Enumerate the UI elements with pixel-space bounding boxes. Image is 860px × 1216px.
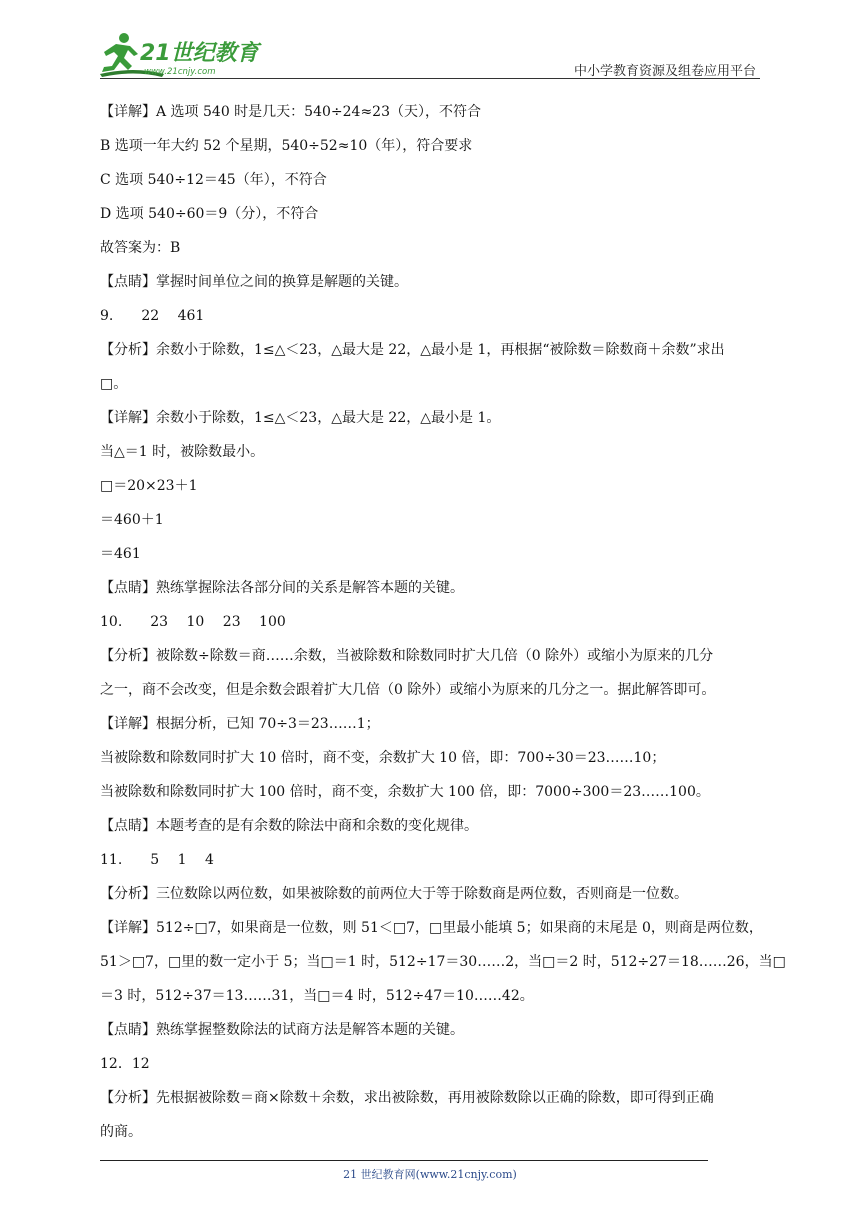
platform-title: 中小学教育资源及组卷应用平台 xyxy=(573,64,756,79)
text-line: D 选项 540÷60＝9（分），不符合 xyxy=(100,206,319,222)
text-line: 故答案为：B xyxy=(100,240,181,256)
text-line: 【详解】512÷□7，如果商是一位数，则 51＜□7，□里最小能填 5；如果商的末尾是 0，则商是两位数， xyxy=(100,920,763,936)
question-number-12: 12．12 xyxy=(100,1056,150,1072)
text-line: 【详解】余数小于除数，1≤△＜23，△最大是 22，△最小是 1。 xyxy=(100,410,501,426)
question-number-9: 9. 22 461 xyxy=(100,308,205,324)
question-number-11: 11. 5 1 4 xyxy=(100,852,214,868)
text-line: 【分析】被除数÷除数＝商……余数，当被除数和除数同时扩大几倍（0 除外）或缩小为原来的几分 xyxy=(100,648,714,664)
text-line: □＝20×23＋1 xyxy=(100,478,198,494)
text-line: 【详解】A 选项 540 时是几天：540÷24≈23（天），不符合 xyxy=(100,104,481,120)
text-line: 【点睛】熟练掌握整数除法的试商方法是解答本题的关键。 xyxy=(100,1022,464,1038)
text-line: 【点睛】熟练掌握除法各部分间的关系是解答本题的关键。 xyxy=(100,580,464,596)
text-line: 【点睛】掌握时间单位之间的换算是解题的关键。 xyxy=(100,274,408,290)
text-line: ＝461 xyxy=(100,546,141,562)
question-number-10: 10. 23 10 23 100 xyxy=(100,614,286,630)
text-line: C 选项 540÷12＝45（年），不符合 xyxy=(100,172,327,188)
footer-divider xyxy=(100,1160,708,1161)
text-line: 的商。 xyxy=(100,1124,142,1140)
text-line: 【详解】根据分析，已知 70÷3＝23……1； xyxy=(100,716,380,732)
page-header xyxy=(0,0,860,80)
text-line: 【点睛】本题考查的是有余数的除法中商和余数的变化规律。 xyxy=(100,818,478,834)
header-divider xyxy=(100,78,760,79)
text-line: 当被除数和除数同时扩大 10 倍时，商不变，余数扩大 10 倍，即：700÷30＝23……10； xyxy=(100,750,666,766)
text-line: B 选项一年大约 52 个星期，540÷52≈10（年），符合要求 xyxy=(100,138,473,154)
text-line: 【分析】先根据被除数＝商×除数＋余数，求出被除数，再用被除数除以正确的除数，即可得到正确 xyxy=(100,1090,714,1106)
svg-text:www.21cnjy.com: www.21cnjy.com xyxy=(144,67,216,77)
text-line: 【分析】余数小于除数，1≤△＜23，△最大是 22，△最小是 1，再根据“被除数＝除数商＋余数”求出 xyxy=(100,342,725,358)
text-line: □。 xyxy=(100,376,128,392)
footer-link[interactable]: 21 世纪教育网(www.21cnjy.com) xyxy=(343,1168,517,1181)
text-line: 当△＝1 时，被除数最小。 xyxy=(100,444,265,460)
svg-text:21世纪教育: 21世纪教育 xyxy=(140,41,259,66)
text-line: 之一，商不会改变，但是余数会跟着扩大几倍（0 除外）或缩小为原来的几分之一。据此解答即可。 xyxy=(100,682,716,698)
text-line: 51＞□7，□里的数一定小于 5；当□＝1 时，512÷17＝30……2，当□＝2 时，512÷27＝18……26，当□ xyxy=(100,954,786,970)
text-line: 当被除数和除数同时扩大 100 倍时，商不变，余数扩大 100 倍，即：7000÷300＝23……100。 xyxy=(100,784,710,800)
logo-21cnjy xyxy=(94,30,264,80)
text-line: 【分析】三位数除以两位数，如果被除数的前两位大于等于除数商是两位数，否则商是一位数。 xyxy=(100,886,688,902)
text-line: ＝3 时，512÷37＝13……31，当□＝4 时，512÷47＝10……42。 xyxy=(100,988,534,1004)
text-line: ＝460＋1 xyxy=(100,512,164,528)
